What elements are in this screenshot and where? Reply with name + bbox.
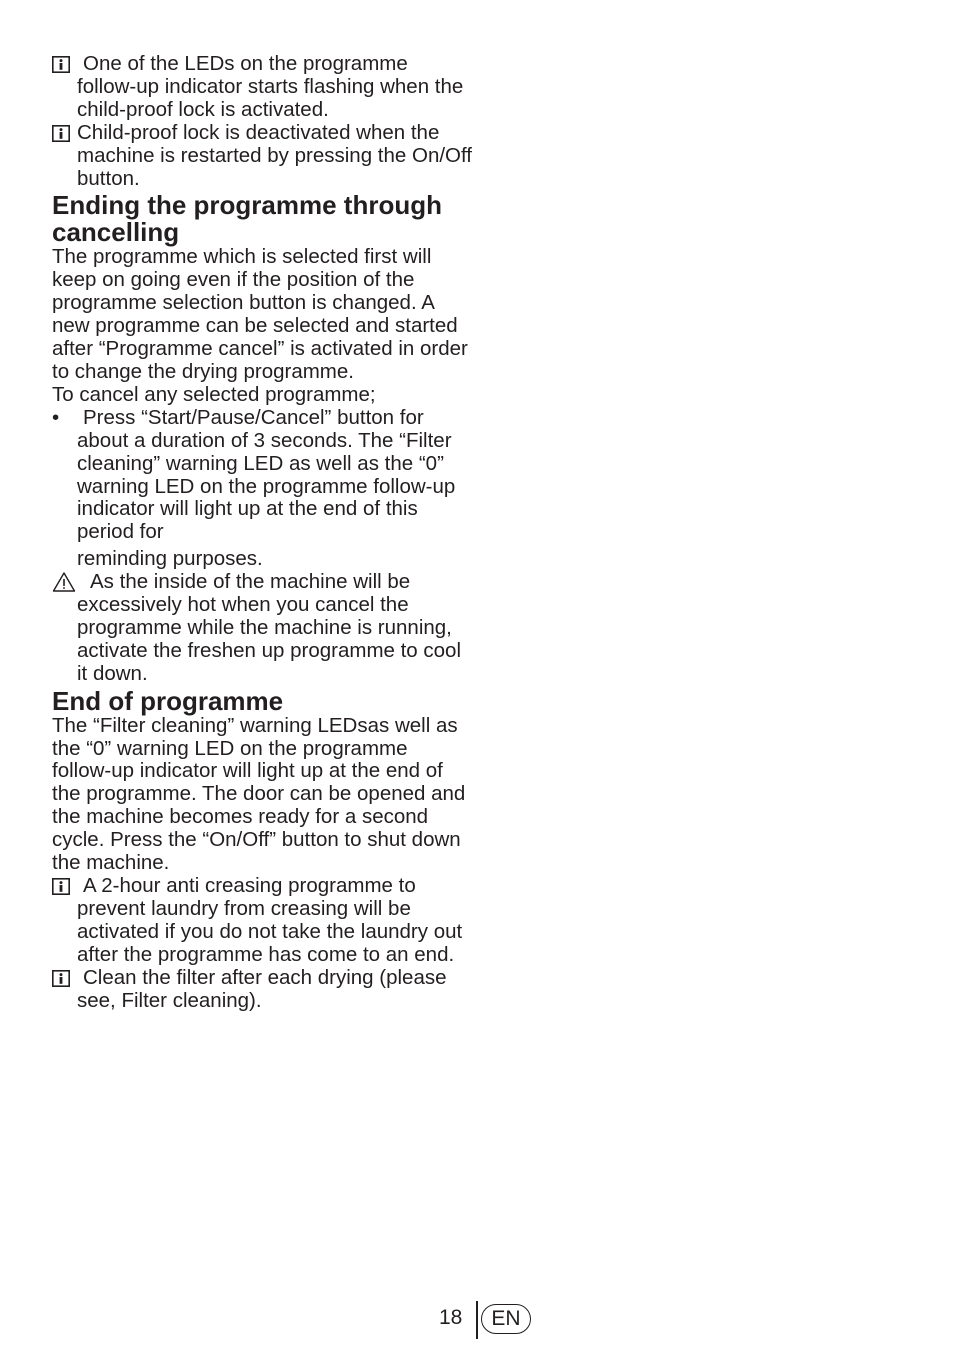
language-badge: EN xyxy=(481,1304,531,1334)
info-note-text: One of the LEDs on the programme follow-up indicator starts flashing when the child-proof lock is activated. xyxy=(77,52,464,121)
footer-divider xyxy=(476,1301,478,1339)
warning-note xyxy=(52,571,472,686)
info-icon xyxy=(52,878,70,895)
info-icon xyxy=(52,970,70,987)
section-heading-cancel: Ending the programme through cancelling xyxy=(52,190,442,248)
section-heading-end: End of programme xyxy=(52,685,284,716)
end-paragraph: The “Filter cleaning” warning LEDsas well as the “0” warning LED on the programme follow-up indicator will light up at the end of the programme. The door can be opened and the machine becomes ready for a second cycle. Press the “On/Off” button to shut down the machine. xyxy=(52,713,466,875)
page-number: 18 xyxy=(439,1306,463,1329)
bullet-text-continued: reminding purposes. xyxy=(77,547,263,571)
info-note xyxy=(52,122,472,191)
info-note xyxy=(52,53,472,122)
bullet-text: Press “Start/Pause/Cancel” button for about a duration of 3 seconds. The “Filter cleaning” warning LED as well as the “0” warning LED on the programme follow-up indicator will light up at the end of this period for xyxy=(77,405,456,544)
info-note xyxy=(52,967,472,1013)
warning-triangle-icon xyxy=(52,571,76,593)
warning-text: As the inside of the machine will be excessively hot when you cancel the programme while the machine is running, activate the freshen up programme to cool it down. xyxy=(77,570,462,685)
cancel-paragraph: The programme which is selected first will keep on going even if the position of the programme selection button is changed. A new programme can be selected and started after “Programme cancel” is activated in order to change the drying programme. xyxy=(52,245,468,383)
info-note-text: Child-proof lock is deactivated when the machine is restarted by pressing the On/Off button. xyxy=(77,120,473,190)
cancel-intro: To cancel any selected programme; xyxy=(52,382,376,406)
info-note xyxy=(52,875,472,967)
bullet-symbol: • xyxy=(52,405,60,429)
info-note-text: A 2-hour anti creasing programme to prevent laundry from creasing will be activated if you do not take the laundry out after the programme has come to an end. xyxy=(77,874,463,966)
info-note-text: Clean the filter after each drying (please see, Filter cleaning). xyxy=(77,965,447,1012)
info-icon xyxy=(52,56,70,73)
main-column xyxy=(52,53,472,1012)
info-icon xyxy=(52,125,70,142)
bullet-item xyxy=(52,407,472,571)
